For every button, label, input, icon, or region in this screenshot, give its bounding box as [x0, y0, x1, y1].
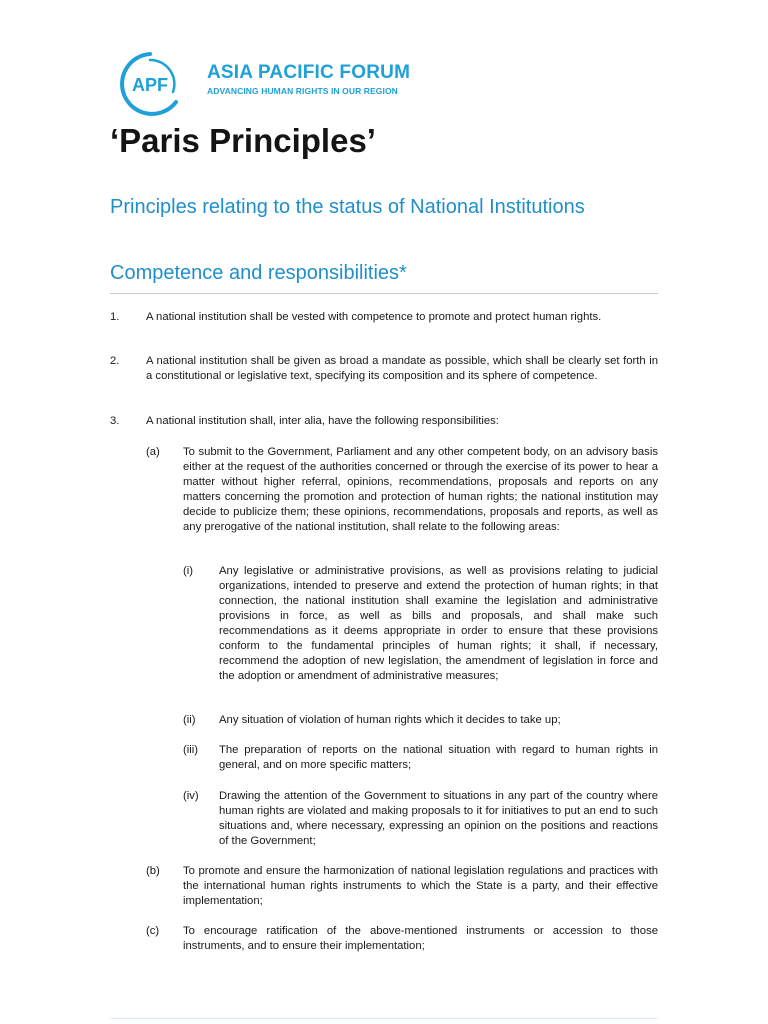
sub-item-number: (c)	[146, 925, 160, 937]
item-text: A national institution shall be given as broad a mandate as possible, which shall be clearly set forth in a constitutional or legislative text, specifying its composition and its sphere of competence.	[146, 355, 658, 382]
sub-sub-item-text: Any legislative or administrative provisions, as well as provisions relating to judicial organizations, intended to preserve and extend the protection of human rights; in that connection, the national institution shall examine the legislation and administrative provisions in force, as well as bills and proposals, and shall make such recommendations as it deems appropriate in order to ensure that these provisions conform to the fundamental principles of human rights; it shall, if necessary, recommend the adoption of new legislation, the amendment of legislation in force and the adoption or amendment of administrative measures;	[219, 565, 658, 682]
sub-sub-item-text: Any situation of violation of human rights which it decides to take up;	[219, 714, 561, 726]
document-title: ‘Paris Principles’	[110, 122, 376, 159]
logo-text: APF	[132, 75, 168, 95]
item-number: 1.	[110, 311, 120, 323]
org-tagline: ADVANCING HUMAN RIGHTS IN OUR REGION	[207, 86, 398, 96]
footer-divider	[110, 1018, 658, 1019]
sub-item-text: To encourage ratification of the above-mentioned instruments or accession to those instruments, and to ensure their implementation;	[183, 925, 658, 952]
sub-item-number: (a)	[146, 446, 160, 458]
item-number: 2.	[110, 355, 120, 367]
item-number: 3.	[110, 415, 120, 427]
section-divider	[110, 293, 658, 294]
sub-sub-item-text: Drawing the attention of the Government to situations in any part of the country where human rights are violated and making proposals to it for initiatives to put an end to such situations and, where necessary, expressing an opinion on the positions and reactions of the Government;	[219, 790, 658, 847]
item-text: A national institution shall be vested with competence to promote and protect human rights.	[146, 311, 602, 323]
sub-item-number: (b)	[146, 865, 160, 877]
sub-item-text: To submit to the Government, Parliament and any other competent body, on an advisory basis either at the request of the authorities concerned or through the exercise of its power to hear a matter without higher referral, opinions, recommendations, proposals and reports on any matters concerning the promotion and protection of human rights; the national institution may decide to publicize them; these opinions, recommendations, proposals and reports, as well as any prerogative of the national institution, shall relate to the following areas:	[183, 446, 658, 533]
apf-logo-mark	[110, 48, 190, 120]
sub-sub-item-number: (ii)	[183, 714, 196, 726]
org-name: ASIA PACIFIC FORUM	[207, 62, 411, 83]
sub-sub-item-number: (iii)	[183, 744, 199, 756]
sub-sub-item-number: (iv)	[183, 790, 199, 802]
sub-sub-item-number: (i)	[183, 565, 194, 577]
document-subtitle: Principles relating to the status of National Institutions	[110, 196, 585, 218]
sub-item-text: To promote and ensure the harmonization of national legislation regulations and practices with the international human rights instruments to which the State is a party, and their effective implementation;	[183, 865, 658, 907]
apf-logo	[110, 48, 410, 118]
item-text: A national institution shall, inter alia, have the following responsibilities:	[146, 415, 499, 427]
sub-sub-item-text: The preparation of reports on the national situation with regard to human rights in general, and on more specific matters;	[219, 744, 658, 771]
section-heading: Competence and responsibilities*	[110, 262, 407, 284]
